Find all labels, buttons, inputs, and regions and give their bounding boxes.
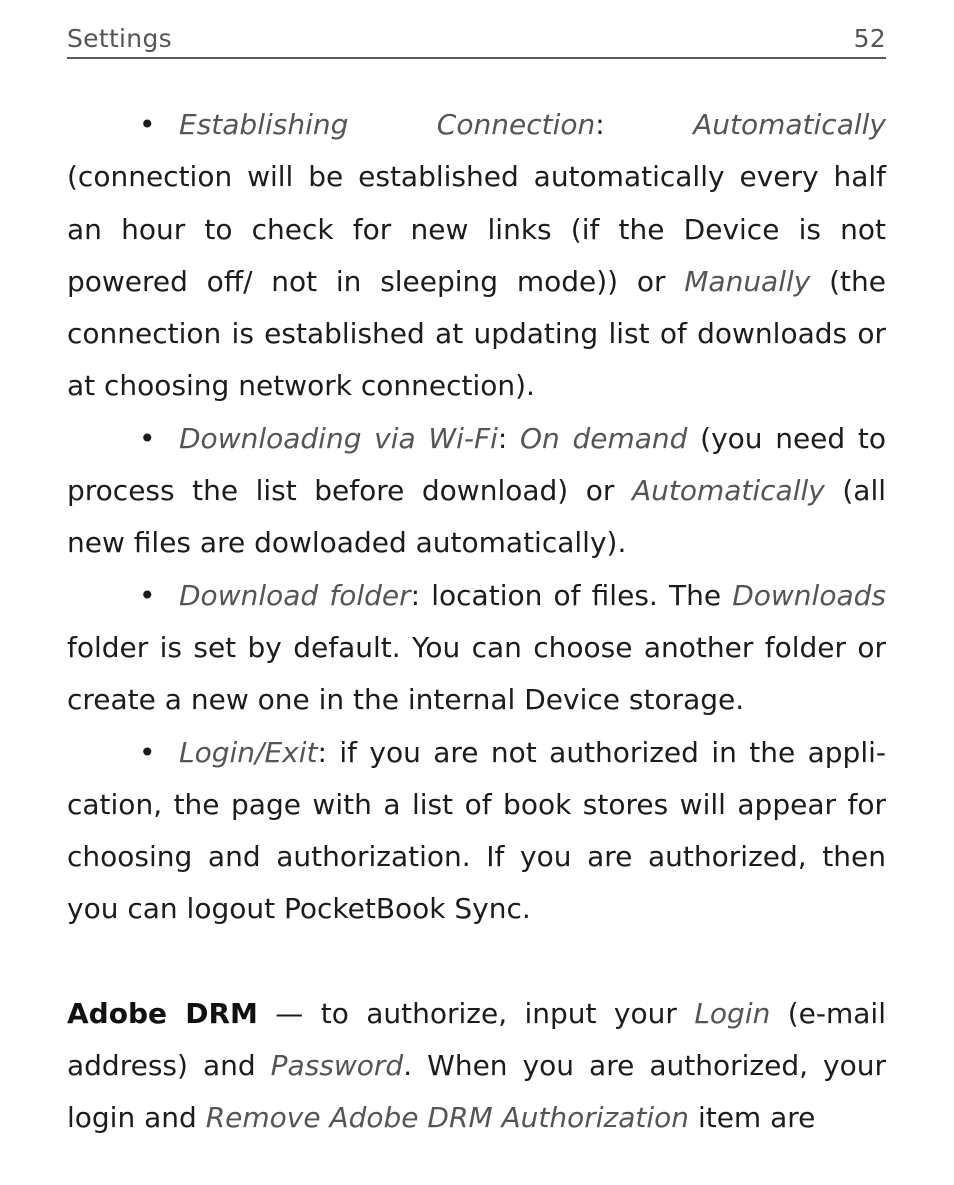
remove-authorization-term: Remove Adobe DRM Authorization — [205, 1101, 690, 1135]
option: Manually — [684, 264, 811, 298]
option: On demand — [519, 421, 688, 455]
bullet-icon: • — [139, 108, 156, 141]
bullet-download-folder: • Download folder: location of files. The Downloads folder is set by default. You can choose another folder or create a new one in the internal Device storage. — [67, 570, 886, 727]
section-title: Settings — [67, 24, 172, 53]
term: Downloading via Wi-Fi — [179, 421, 498, 455]
term: Login/Exit — [179, 735, 318, 769]
page-body — [67, 99, 886, 1145]
bullet-icon: • — [139, 735, 156, 769]
page-header — [67, 24, 886, 59]
paragraph-gap — [67, 936, 886, 988]
option: Automatically — [631, 474, 825, 508]
bullet-login-exit: • Login/Exit: if you are not authorized in the application, the page with a list of book stores will appear for choosing and authorization. If you are authorized, then you can logout PocketBook Sync. — [67, 727, 886, 936]
adobe-drm-title: Adobe DRM — [67, 996, 258, 1030]
option: Downloads — [732, 578, 886, 612]
term: Download folder — [179, 578, 411, 612]
bullet-downloading-via-wifi: • Downloading via Wi-Fi: On demand (you need to process the list before download) or Automatically (all new files are dowloaded automatically). — [67, 413, 886, 570]
bullet-icon: • — [139, 421, 156, 455]
login-term: Login — [694, 996, 771, 1030]
bullet-establishing-connection: • Establishing Connection: Automatically (connection will be established automatically every half an hour to check for new links (if the Device is not powered off/ not in sleeping mode)) or Manually (the connection is established at updating list of downloads or at choosing network connection). — [67, 99, 886, 413]
term: Establishing Connection — [179, 108, 596, 141]
page-number: 52 — [853, 24, 886, 53]
password-term: Password — [270, 1049, 404, 1083]
option: Automatically — [693, 108, 886, 141]
bullet-icon: • — [139, 578, 156, 612]
adobe-drm-paragraph: Adobe DRM — to authorize, input your Login (e-mail address) and Password. When you are authorized, your login and Remove Adobe DRM Authorization item are — [67, 996, 886, 1135]
